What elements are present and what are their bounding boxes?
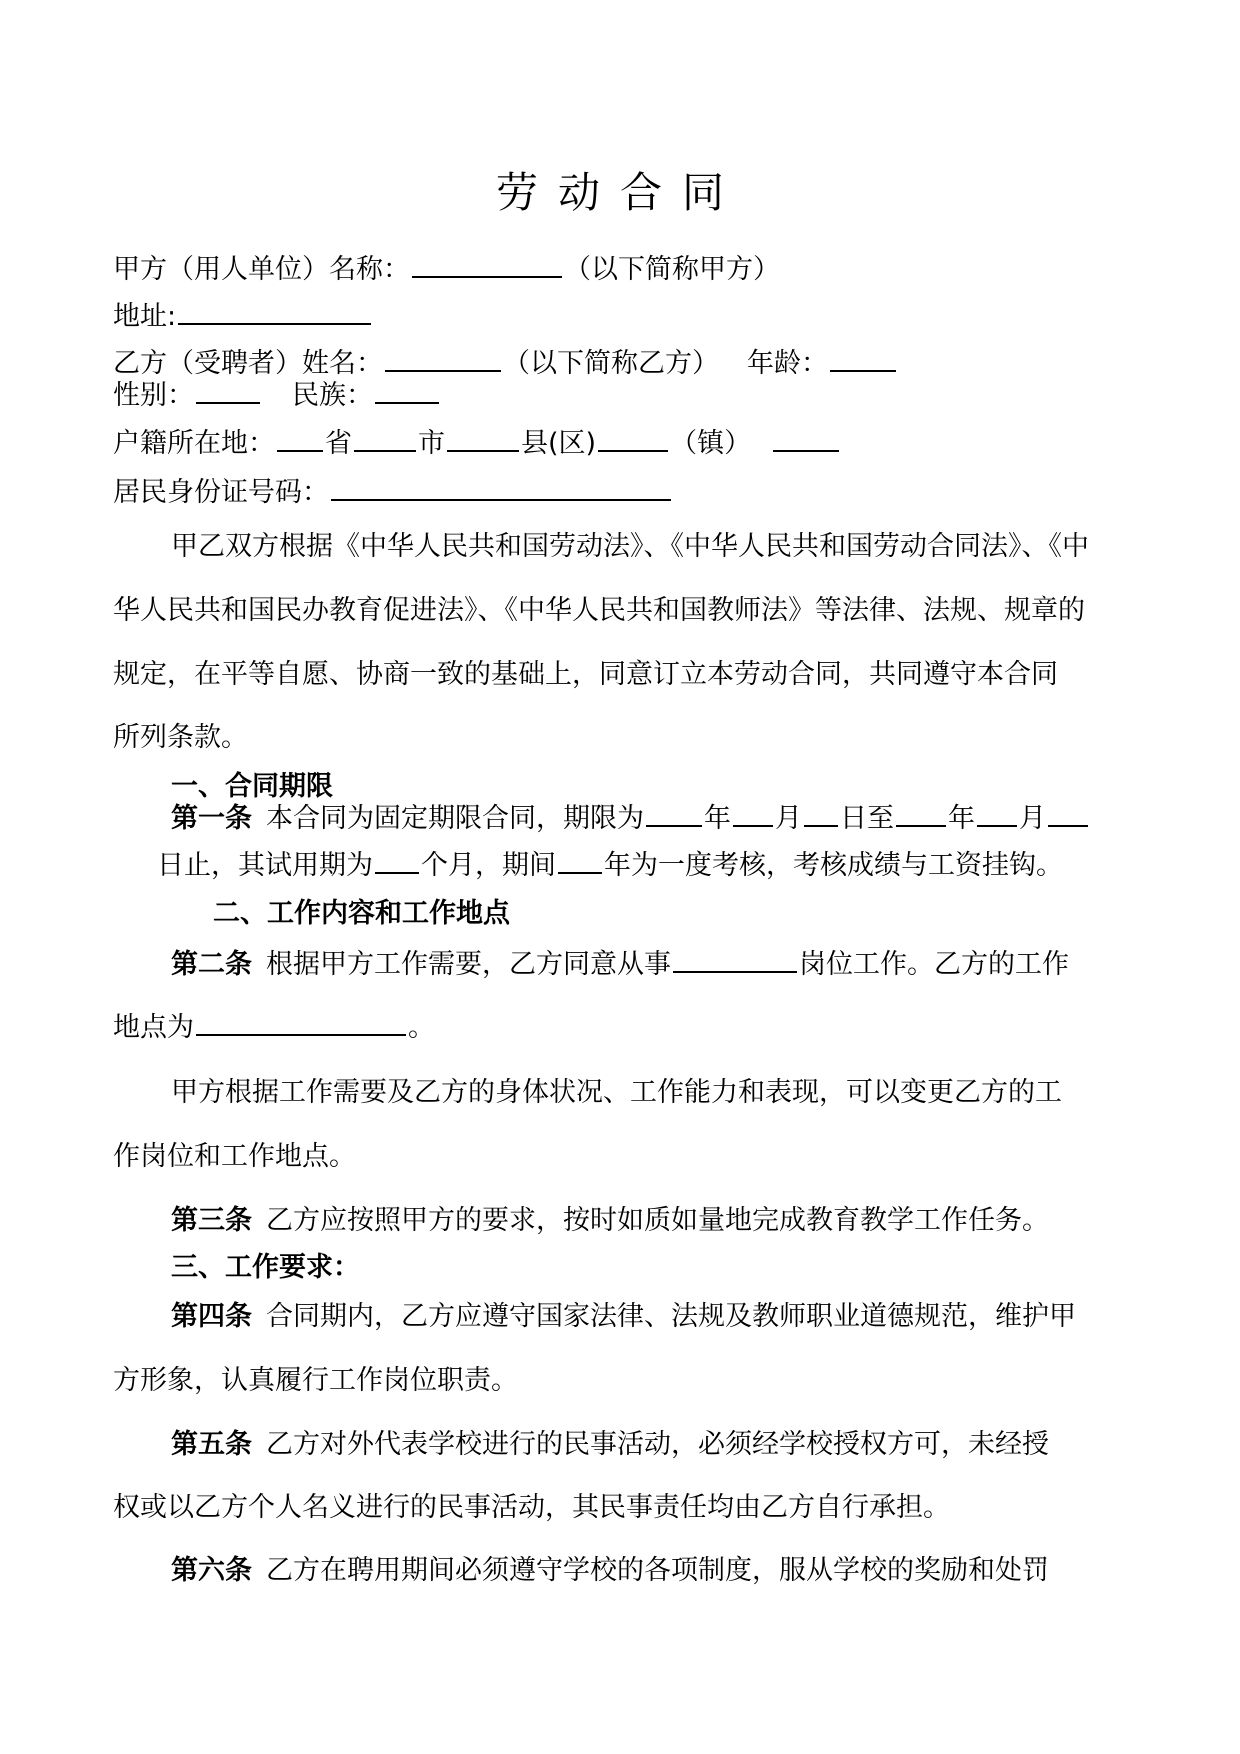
province-blank[interactable] xyxy=(277,426,323,452)
article-1-end-text: 日止，其试用期为 xyxy=(157,850,373,881)
months-period-label: 个月，期间 xyxy=(421,850,556,881)
article-5-label: 第五条 xyxy=(171,1429,252,1460)
end-year-blank[interactable] xyxy=(896,801,946,827)
start-month-blank[interactable] xyxy=(733,801,773,827)
article-4-line-1 xyxy=(171,1297,1076,1337)
city-blank[interactable] xyxy=(354,426,416,452)
province-label: 省 xyxy=(325,428,352,459)
intro-line-4: 所列条款。 xyxy=(113,722,248,753)
article-4-text-a: 合同期内，乙方应遵守国家法律、法规及教师职业道德规范，维护甲 xyxy=(266,1301,1076,1332)
article-3-text: 乙方应按照甲方的要求，按时如质如量地完成教育教学工作任务。 xyxy=(266,1205,1049,1236)
intro-line-2: 华人民共和国民办教育促进法》、《中华人民共和国教师法》等法律、法规、规章的 xyxy=(113,595,1085,626)
article-2-end: 。 xyxy=(408,1012,435,1043)
section-3-heading: 三、工作要求： xyxy=(171,1252,360,1283)
town-label: （镇） xyxy=(670,428,752,459)
ethnicity-blank[interactable] xyxy=(375,378,439,404)
article-1-text: 本合同为固定期限合同，期限为 xyxy=(266,803,644,834)
day-to-label: 日至 xyxy=(840,803,894,834)
end-month-blank[interactable] xyxy=(977,801,1017,827)
address-blank[interactable] xyxy=(178,299,371,325)
article-6-line-1 xyxy=(171,1551,1049,1591)
article-2-line-2 xyxy=(113,1008,435,1048)
month-label-2: 月 xyxy=(1019,803,1046,834)
article-2-text-c: 地点为 xyxy=(113,1012,194,1043)
county-blank[interactable] xyxy=(447,426,519,452)
city-label: 市 xyxy=(418,428,445,459)
id-line xyxy=(113,473,673,513)
month-label: 月 xyxy=(775,803,802,834)
year-label: 年 xyxy=(704,803,731,834)
article-6-label: 第六条 xyxy=(171,1555,252,1586)
address-line xyxy=(113,297,373,337)
article-4-line-2: 方形象，认真履行工作岗位职责。 xyxy=(113,1365,518,1396)
article-5-line-2: 权或以乙方个人名义进行的民事活动，其民事责任均由乙方自行承担。 xyxy=(113,1492,950,1523)
article-2-para-line-1: 甲方根据工作需要及乙方的身体状况、工作能力和表现，可以变更乙方的工 xyxy=(171,1077,1062,1108)
hukou-line xyxy=(113,424,841,464)
id-number-blank[interactable] xyxy=(331,475,671,501)
intro-line-3: 规定，在平等自愿、协商一致的基础上，同意订立本劳动合同，共同遵守本合同 xyxy=(113,659,1058,690)
gender-line xyxy=(113,376,441,416)
district-blank[interactable] xyxy=(598,426,668,452)
address-label: 地址: xyxy=(113,301,177,332)
start-day-blank[interactable] xyxy=(804,801,838,827)
section-1-heading: 一、合同期限 xyxy=(171,771,333,802)
position-blank[interactable] xyxy=(673,947,797,973)
party-a-name-blank[interactable] xyxy=(412,252,562,278)
county-label: 县(区) xyxy=(521,428,597,459)
party-a-line xyxy=(113,250,780,290)
article-1-line-1 xyxy=(171,799,1090,839)
article-4-label: 第四条 xyxy=(171,1301,252,1332)
town-blank[interactable] xyxy=(773,426,839,452)
article-2-text-a: 根据甲方工作需要，乙方同意从事 xyxy=(266,949,671,980)
age-blank[interactable] xyxy=(830,346,896,372)
year-label-2: 年 xyxy=(948,803,975,834)
section-2-heading: 二、工作内容和工作地点 xyxy=(213,898,510,929)
party-a-suffix: （以下简称甲方） xyxy=(564,254,780,285)
article-6-text-a: 乙方在聘用期间必须遵守学校的各项制度，服从学校的奖励和处罚 xyxy=(266,1555,1049,1586)
review-period-blank[interactable] xyxy=(558,848,602,874)
party-b-name-blank[interactable] xyxy=(385,346,501,372)
end-day-blank[interactable] xyxy=(1048,801,1088,827)
article-1-label: 第一条 xyxy=(171,803,252,834)
gender-blank[interactable] xyxy=(196,378,260,404)
ethnicity-label: 民族： xyxy=(292,380,373,411)
article-3-line xyxy=(171,1201,1049,1241)
article-2-para-line-2: 作岗位和工作地点。 xyxy=(113,1141,356,1172)
party-a-label: 甲方（用人单位）名称： xyxy=(113,254,410,285)
gender-label: 性别： xyxy=(113,380,194,411)
party-b-suffix: （以下简称乙方） xyxy=(503,348,719,379)
party-b-label: 乙方（受聘者）姓名： xyxy=(113,348,383,379)
article-3-label: 第三条 xyxy=(171,1205,252,1236)
start-year-blank[interactable] xyxy=(646,801,702,827)
id-label: 居民身份证号码： xyxy=(113,477,329,508)
article-5-line-1 xyxy=(171,1425,1049,1465)
article-1-line-2 xyxy=(157,846,1063,886)
hukou-label: 户籍所在地： xyxy=(113,428,275,459)
article-1-tail: 年为一度考核，考核成绩与工资挂钩。 xyxy=(604,850,1063,881)
article-2-label: 第二条 xyxy=(171,949,252,980)
document-title: 劳动合同 xyxy=(495,168,744,217)
article-2-text-b: 岗位工作。乙方的工作 xyxy=(799,949,1069,980)
probation-months-blank[interactable] xyxy=(375,848,419,874)
workplace-blank[interactable] xyxy=(196,1010,406,1036)
article-5-text-a: 乙方对外代表学校进行的民事活动，必须经学校授权方可，未经授 xyxy=(266,1429,1049,1460)
age-label: 年龄： xyxy=(747,348,828,379)
intro-line-1: 甲乙双方根据《中华人民共和国劳动法》、《中华人民共和国劳动合同法》、《中 xyxy=(171,531,1089,562)
article-2-line-1 xyxy=(171,945,1069,985)
